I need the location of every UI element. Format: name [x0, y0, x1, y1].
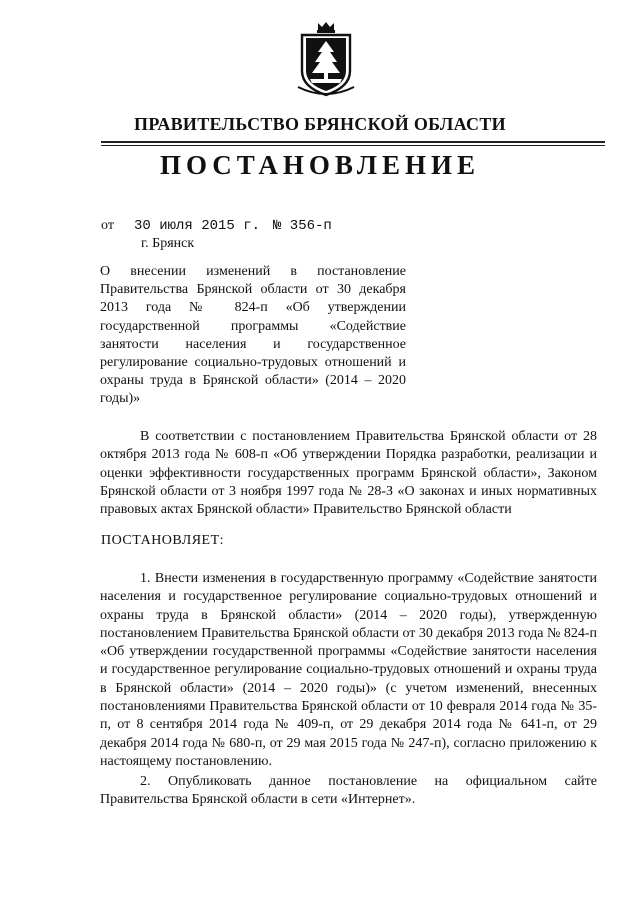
- document-type-title: ПОСТАНОВЛЕНИЕ: [159, 150, 481, 180]
- header-rule-thick: [101, 141, 605, 143]
- from-label: от: [101, 218, 114, 233]
- document-date: 30 июля 2015 г.: [134, 218, 261, 234]
- item-2-paragraph: 2. Опубликовать данное постановление на официальном сайте Правительства Брянской области в сети «Интернет».: [100, 774, 597, 808]
- coat-of-arms-emblem: [296, 21, 356, 97]
- header-rule-thin: [101, 145, 605, 146]
- document-heading: О внесении изменений в постановление Правительства Брянской области от 30 декабря 2013 года № 824-п «Об утверждении государственной программы «Содействие занятости населения и государственное регулирование социально-трудовых отношений и охраны труда в Брянской области» (2014 – 2020 годы)»: [100, 264, 406, 407]
- preamble-paragraph: В соответствии с постановлением Правительства Брянской области от 28 октября 2013 года № 608-п «Об утверждении Порядка разработки, реализации и оценки эффективности государственных программ Брянской области», Законом Брянской области от 3 ноября 1997 года № 28-З «О законах и иных нормативных правовых актах Брянской области» Правительство Брянской области: [100, 429, 597, 518]
- document-number: № 356-п: [273, 218, 332, 234]
- government-name: ПРАВИТЕЛЬСТВО БРЯНСКОЙ ОБЛАСТИ: [134, 114, 506, 134]
- decree-word: ПОСТАНОВЛЯЕТ:: [101, 533, 225, 548]
- item-1-paragraph: 1. Внести изменения в государственную программу «Содействие занятости населения и государственное регулирование социально-трудовых отношений и охраны труда в Брянской области» (2014 – 2020 годы), утвержденную постановлением Правительства Брянской области от 30 декабря 2013 года № 824-п «Об утверждении государственной программы «Содействие занятости населения и государственное регулирование социально-трудовых отношений и охраны труда в Брянской области» (2014 – 2020 годы)» (с учетом изменений, внесенных постановлениями Правительства Брянской области от 10 февраля 2014 года № 35-п, от 8 сентября 2014 года № 409-п, от 29 декабря 2014 года № 641-п, от 29 декабря 2014 года № 680-п, от 29 мая 2015 года № 247-п), согласно приложению к настоящему постановлению.: [100, 571, 597, 769]
- document-city: г. Брянск: [141, 236, 195, 251]
